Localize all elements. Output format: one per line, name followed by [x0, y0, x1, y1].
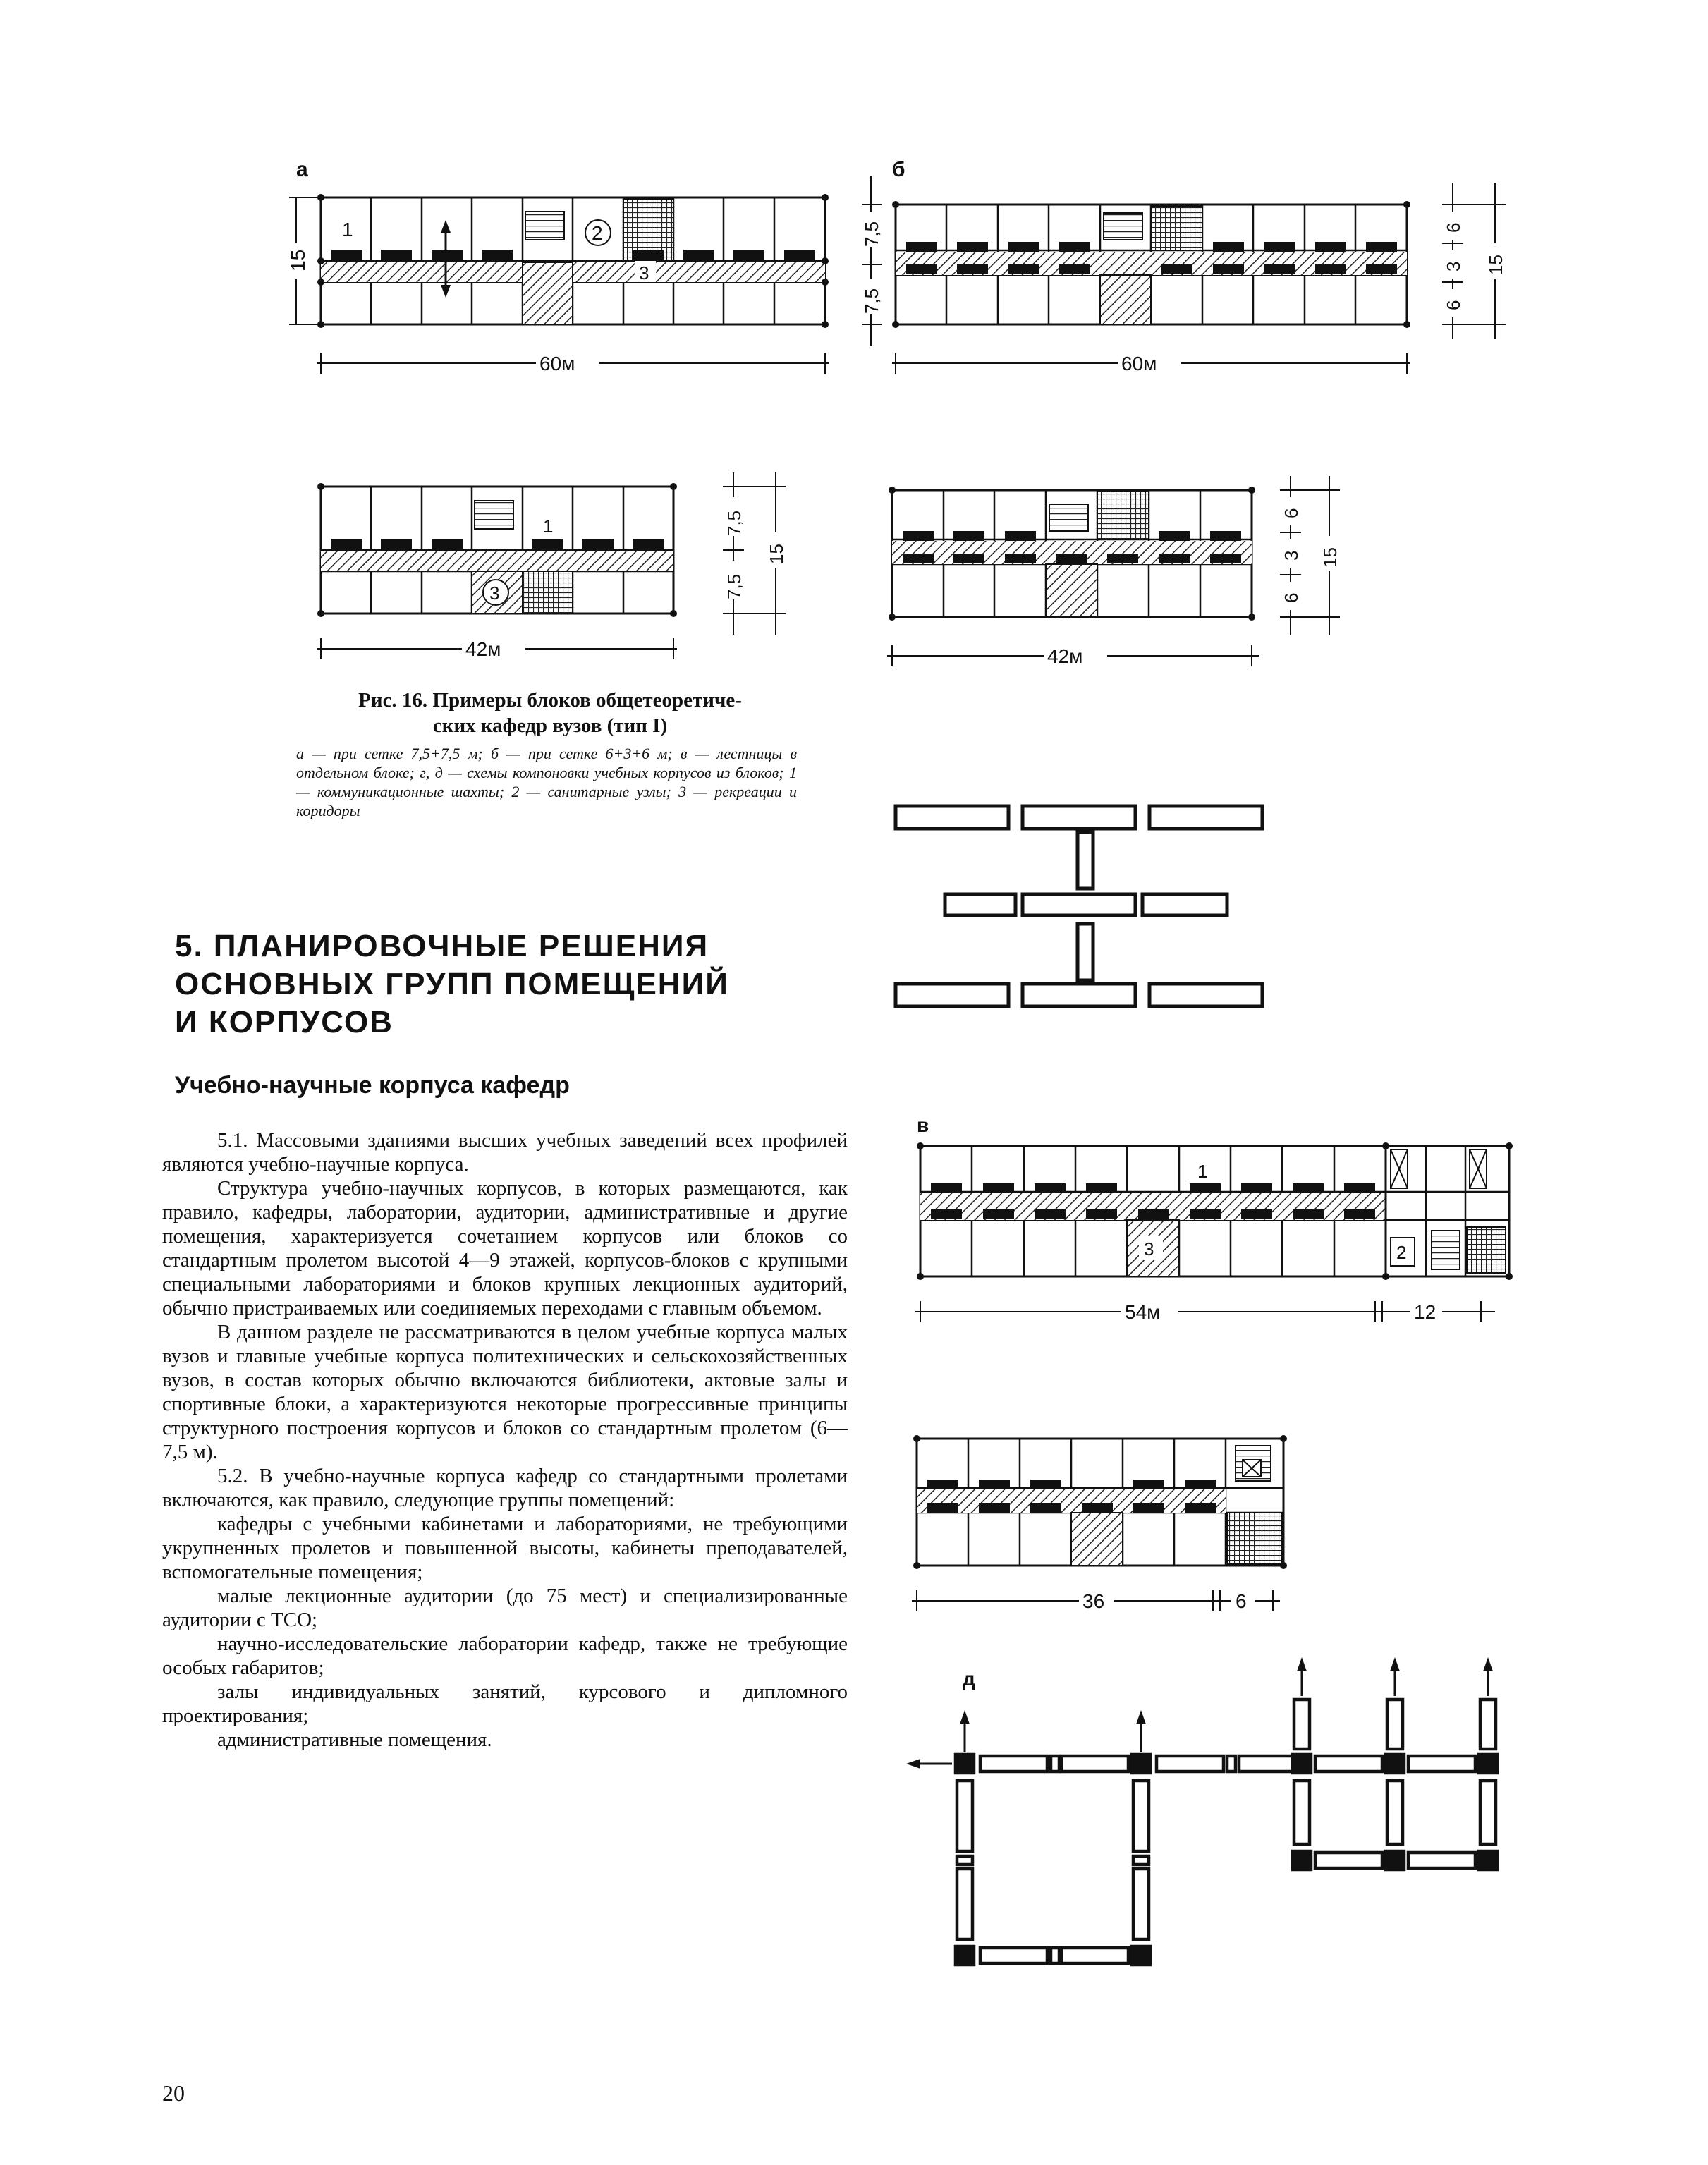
c1-marker-3: 3 — [489, 583, 500, 604]
c1-marker-1: 1 — [543, 516, 554, 537]
paragraph-structure: Структура учебно-научных корпусов, в которых размещаются, как правило, кафедры, лаборатории, аудитории, административные и другие помещения, характеризуется сочетанием корпусов или блоков со стандартным пролетом высотой 4—9 этажей, корпусов-блоков с крупными специальными лабораториями и блоков крупных лекционных аудиторий, обычно пристраиваемых или соединяемых переходами с главным объемом. — [162, 1177, 848, 1319]
scheme-g — [896, 806, 1262, 1006]
dim-b-total: 15 — [1485, 255, 1506, 275]
plan-c1 — [317, 472, 787, 660]
v-marker-2: 2 — [1396, 1242, 1407, 1263]
dim-a-width: 60м — [539, 353, 575, 374]
section-heading-line2: ОСНОВНЫХ ГРУПП ПОМЕЩЕНИЙ — [175, 967, 729, 1001]
dim-c2-total: 15 — [1319, 547, 1341, 568]
dim-b-6b: 6 — [1443, 300, 1464, 310]
dim-c1-bottom: 7,5 — [724, 573, 745, 599]
section-heading-line1: 5. ПЛАНИРОВОЧНЫЕ РЕШЕНИЯ — [175, 929, 709, 963]
marker-1: 1 — [342, 219, 353, 240]
paragraph-scope: В данном разделе не рассматриваются в целом учебные корпуса малых вузов и главные учебные корпуса политехнических и сельскохозяйственных вузов, в состав которых обычно включаются библиотеки, актовые залы и спортивные блоки, а характеризуются некоторые прогрессивные принципы структурного построения корпусов и блоков со стандартным пролетом (6—7,5 м). — [162, 1321, 848, 1463]
dim-c2-3: 3 — [1281, 550, 1302, 561]
dim-v2-extra: 6 — [1236, 1590, 1247, 1612]
label-a: а — [296, 158, 308, 181]
plan-v — [915, 1114, 1513, 1323]
paragraph-5-2: 5.2. В учебно-научные корпуса кафедр со стандартными пролетами включаются, как правило, следующие группы помещений: — [162, 1465, 848, 1511]
figure-caption-title — [296, 688, 804, 738]
list-item-departments: кафедры с учебными кабинетами и лабораториями, не требующими укрупненных пролетов и повышенной высоты, кабинеты преподавателей, вспомогательные помещения; — [162, 1513, 848, 1583]
dim-b-left-bottom: 7,5 — [861, 288, 882, 314]
marker-3: 3 — [639, 262, 649, 283]
dim-c2-width: 42м — [1047, 645, 1083, 667]
dim-b-width: 60м — [1121, 353, 1157, 374]
dim-b-3: 3 — [1443, 261, 1464, 272]
plan-v2 — [912, 1435, 1287, 1612]
label-b: б — [892, 158, 905, 181]
dim-v-extra: 12 — [1414, 1301, 1436, 1323]
dim-c2-6a: 6 — [1281, 508, 1302, 518]
dim-c1-total: 15 — [766, 544, 787, 564]
body-text — [162, 1128, 848, 1752]
v-marker-3: 3 — [1144, 1238, 1154, 1260]
paragraph-5-1: 5.1. Массовыми зданиями высших учебных заведений всех профилей являются учебно-научные корпуса. — [162, 1129, 848, 1176]
marker-2: 2 — [592, 222, 603, 244]
dim-c1-top: 7,5 — [724, 510, 745, 536]
list-item-research-labs: научно-исследовательские лаборатории кафедр, также не требующие особых габаритов; — [162, 1633, 848, 1679]
plan-b — [860, 158, 1506, 374]
dim-b-left-top: 7,5 — [861, 221, 882, 247]
list-item-admin: административные помещения. — [217, 1728, 492, 1751]
plan-c2 — [887, 476, 1341, 667]
figure-caption-body: а — при сетке 7,5+7,5 м; б — при сетке 6+3+6 м; в — лестницы в отдельном блоке; г, д — схемы компоновки учебных корпусов из блоков; 1 — коммуникационные шахты; 2 — санитарные узлы; 3 — рекреации и коридоры — [296, 745, 797, 819]
dim-c1-width: 42м — [465, 638, 501, 660]
scheme-d — [906, 1657, 1497, 1965]
section-heading — [175, 927, 852, 1042]
dim-v-width: 54м — [1125, 1301, 1161, 1323]
v-marker-1: 1 — [1197, 1161, 1208, 1182]
dim-v2-width: 36 — [1082, 1590, 1105, 1612]
caption-title-line2: ских кафедр вузов (тип I) — [432, 714, 668, 737]
list-item-study-halls: залы индивидуальных занятий, курсового и дипломного проектирования; — [162, 1681, 848, 1727]
plan-a — [286, 158, 829, 374]
label-v: в — [917, 1114, 929, 1136]
page-number: 20 — [162, 2080, 185, 2106]
dim-c2-6b: 6 — [1281, 592, 1302, 603]
dim-a-height: 15 — [287, 249, 309, 272]
label-d: д — [963, 1668, 975, 1690]
list-item-lecture-rooms: малые лекционные аудитории (до 75 мест) и специализированные аудитории с ТСО; — [162, 1585, 848, 1631]
dim-b-6a: 6 — [1443, 222, 1464, 233]
subsection-heading: Учебно-научные корпуса кафедр — [175, 1072, 570, 1099]
caption-title-line1: Рис. 16. Примеры блоков общетеоретиче- — [358, 689, 742, 712]
section-heading-line3: И КОРПУСОВ — [175, 1005, 394, 1039]
